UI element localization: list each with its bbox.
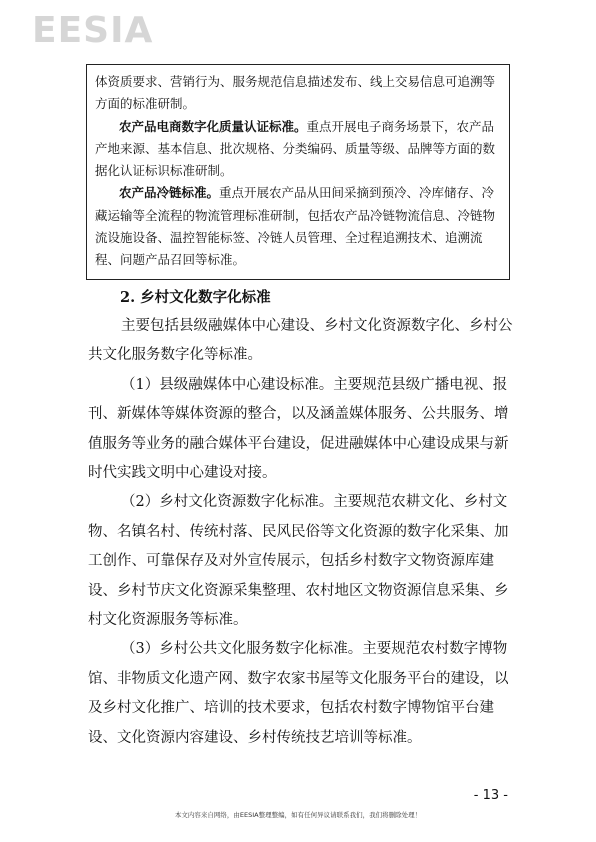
box-paragraph-3-body: 重点开展农产品从田间采摘到预冷、冷库储存、冷藏运输等全流程的物流管理标准研制，包括农产品冷链物流信息、冷链物流设施设备、温控智能标签、冷链人员管理、全过程追溯技术、追溯流程、问题产品召回等标准。 xyxy=(95,185,496,268)
body-paragraph-intro: 主要包括县级融媒体中心建设、乡村文化资源数字化、乡村公共文化服务数字化等标准。 xyxy=(88,318,513,364)
box-paragraph-2 xyxy=(95,116,501,183)
section-heading: 2. 乡村文化数字化标准 xyxy=(120,289,271,306)
box-paragraph-3 xyxy=(95,182,501,271)
body-paragraph-public-culture: （3）乡村公共文化服务数字化标准。主要规范农村数字博物馆、非物质文化遗产网、数字农家书屋等文化服务平台的建设，以及乡村文化推广、培训的技术要求，包括农村数字博物馆平台建设、文化资源内容建设、乡村传统技艺培训等标准。 xyxy=(88,641,509,746)
box-paragraph-1: 体资质要求、营销行为、服务规范信息描述发布、线上交易信息可追溯等方面的标准研制。 xyxy=(95,74,496,112)
body-content xyxy=(88,312,514,753)
eesia-watermark-logo: EESIA xyxy=(32,10,154,51)
box-paragraph-2-lead: 农产品电商数字化质量认证标准。 xyxy=(119,118,307,134)
body-paragraph-county-media: （1）县级融媒体中心建设标准。主要规范县级广播电视、报刊、新媒体等媒体资源的整合，以及涵盖媒体服务、公共服务、增值服务等业务的融合媒体平台建设，促进融媒体中心建设成果与新时代实践文明中心建设对接。 xyxy=(88,376,509,482)
box-paragraph-3-lead: 农产品冷链标准。 xyxy=(119,185,220,201)
bordered-text-box xyxy=(86,64,510,280)
footer-disclaimer: 本文内容来自网络，由EESIA整理整编，如有任何异议请联系我们，我们将删除处理！ xyxy=(174,811,422,819)
box-paragraph-2-body: 重点开展电子商务场景下，农产品产地来源、基本信息、批次规格、分类编码、质量等级、品牌等方面的数据化认证标识标准研制。 xyxy=(95,118,496,179)
body-paragraph-cultural-resources: （2）乡村文化资源数字化标准。主要规范农耕文化、乡村文物、名镇名村、传统村落、民风民俗等文化资源的数字化采集、加工创作、可靠保存及对外宣传展示，包括乡村数字文物资源库建设、乡村节庆文化资源采集整理、农村地区文物资源信息采集、乡村文化资源服务等标准。 xyxy=(88,494,509,629)
page-number: - 13 - xyxy=(473,788,508,803)
